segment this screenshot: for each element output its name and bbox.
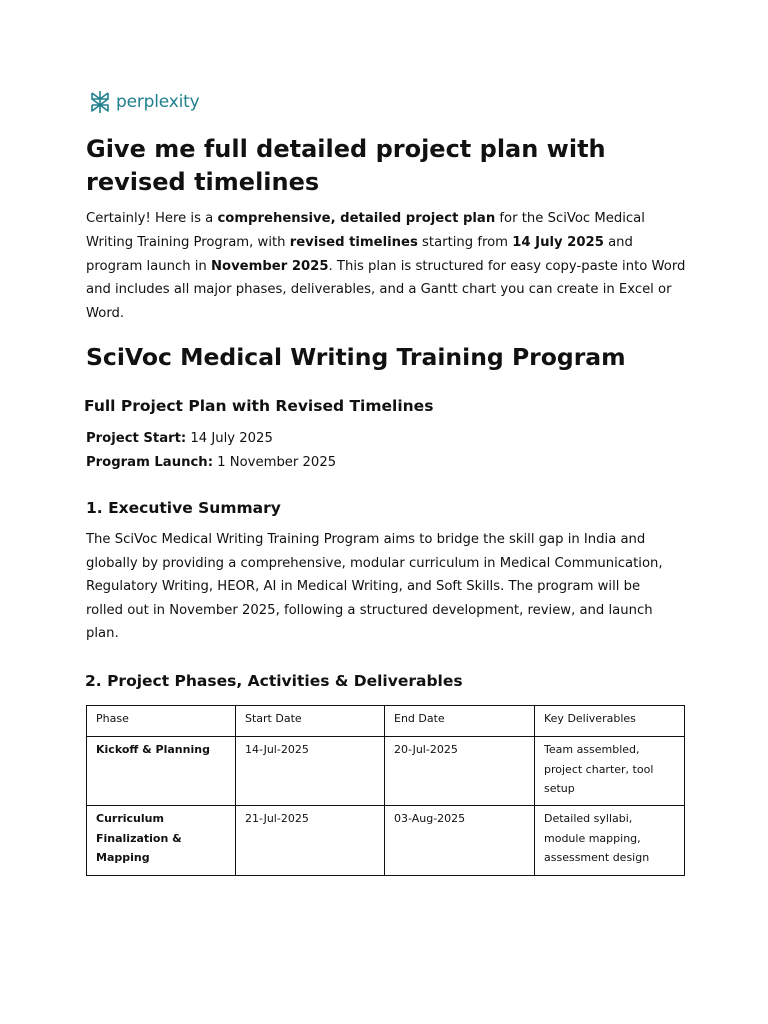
perplexity-logo xyxy=(90,90,199,114)
deliverables-cell: Team assembled, project charter, tool setup xyxy=(535,737,685,806)
column-header-end-date: End Date xyxy=(385,706,535,737)
project-start-value: 14 July 2025 xyxy=(186,431,273,446)
executive-summary-heading: 1. Executive Summary xyxy=(86,499,281,517)
column-header-deliverables: Key Deliverables xyxy=(535,706,685,737)
intro-text: for the SciVoc Medical Writing Training Program, with xyxy=(86,211,645,250)
table-row xyxy=(87,737,685,806)
column-header-start-date: Start Date xyxy=(236,706,385,737)
perplexity-logo-icon xyxy=(90,90,110,114)
program-title: SciVoc Medical Writing Training Program xyxy=(86,343,626,371)
intro-text: starting from xyxy=(417,234,513,250)
page-title: Give me full detailed project plan with revised timelines xyxy=(86,135,606,196)
plan-subtitle: Full Project Plan with Revised Timelines xyxy=(84,397,434,415)
column-header-phase: Phase xyxy=(87,706,236,737)
intro-emphasis: November 2025 xyxy=(210,258,329,274)
executive-summary-text: The SciVoc Medical Writing Training Program aims to bridge the skill gap in India and globally by providing a comprehensive, modular curriculum in Medical Communication, Regulatory Writing, HEOR, AI in Medical Writing, and Soft Skills. The program will be rolled out in November 2025, following a structured development, review, and launch plan. xyxy=(86,532,663,642)
deliverables-cell: Detailed syllabi, module mapping, assessment design xyxy=(535,806,685,876)
intro-paragraph xyxy=(86,207,686,326)
intro-text: and program launch in xyxy=(86,234,633,274)
table-header-row xyxy=(87,706,685,737)
intro-text: Certainly! Here is a xyxy=(86,211,218,226)
project-start xyxy=(86,427,336,451)
project-dates xyxy=(86,427,336,475)
intro-emphasis: comprehensive, detailed project plan xyxy=(217,211,496,226)
end-date-cell: 20-Jul-2025 xyxy=(385,737,535,806)
phases-heading: 2. Project Phases, Activities & Deliverables xyxy=(85,672,463,690)
intro-emphasis: 14 July 2025 xyxy=(512,234,604,250)
program-launch xyxy=(86,451,336,475)
project-start-label: Project Start: xyxy=(86,431,187,446)
intro-emphasis: revised timelines xyxy=(289,234,418,250)
intro-text: . This plan is structured for easy copy-paste into Word and includes all major phases, deliverables, and a Gantt chart you can create in Excel or Word. xyxy=(86,258,686,322)
phases-table xyxy=(86,705,685,876)
table-row xyxy=(87,806,685,876)
end-date-cell: 03-Aug-2025 xyxy=(385,806,535,876)
start-date-cell: 14-Jul-2025 xyxy=(236,737,385,806)
start-date-cell: 21-Jul-2025 xyxy=(236,806,385,876)
phase-cell: Curriculum Finalization & Mapping xyxy=(87,806,236,876)
program-launch-label: Program Launch: xyxy=(86,455,213,470)
phase-cell: Kickoff & Planning xyxy=(87,737,236,806)
program-launch-value: 1 November 2025 xyxy=(212,455,337,470)
brand-name: perplexity xyxy=(116,92,200,112)
